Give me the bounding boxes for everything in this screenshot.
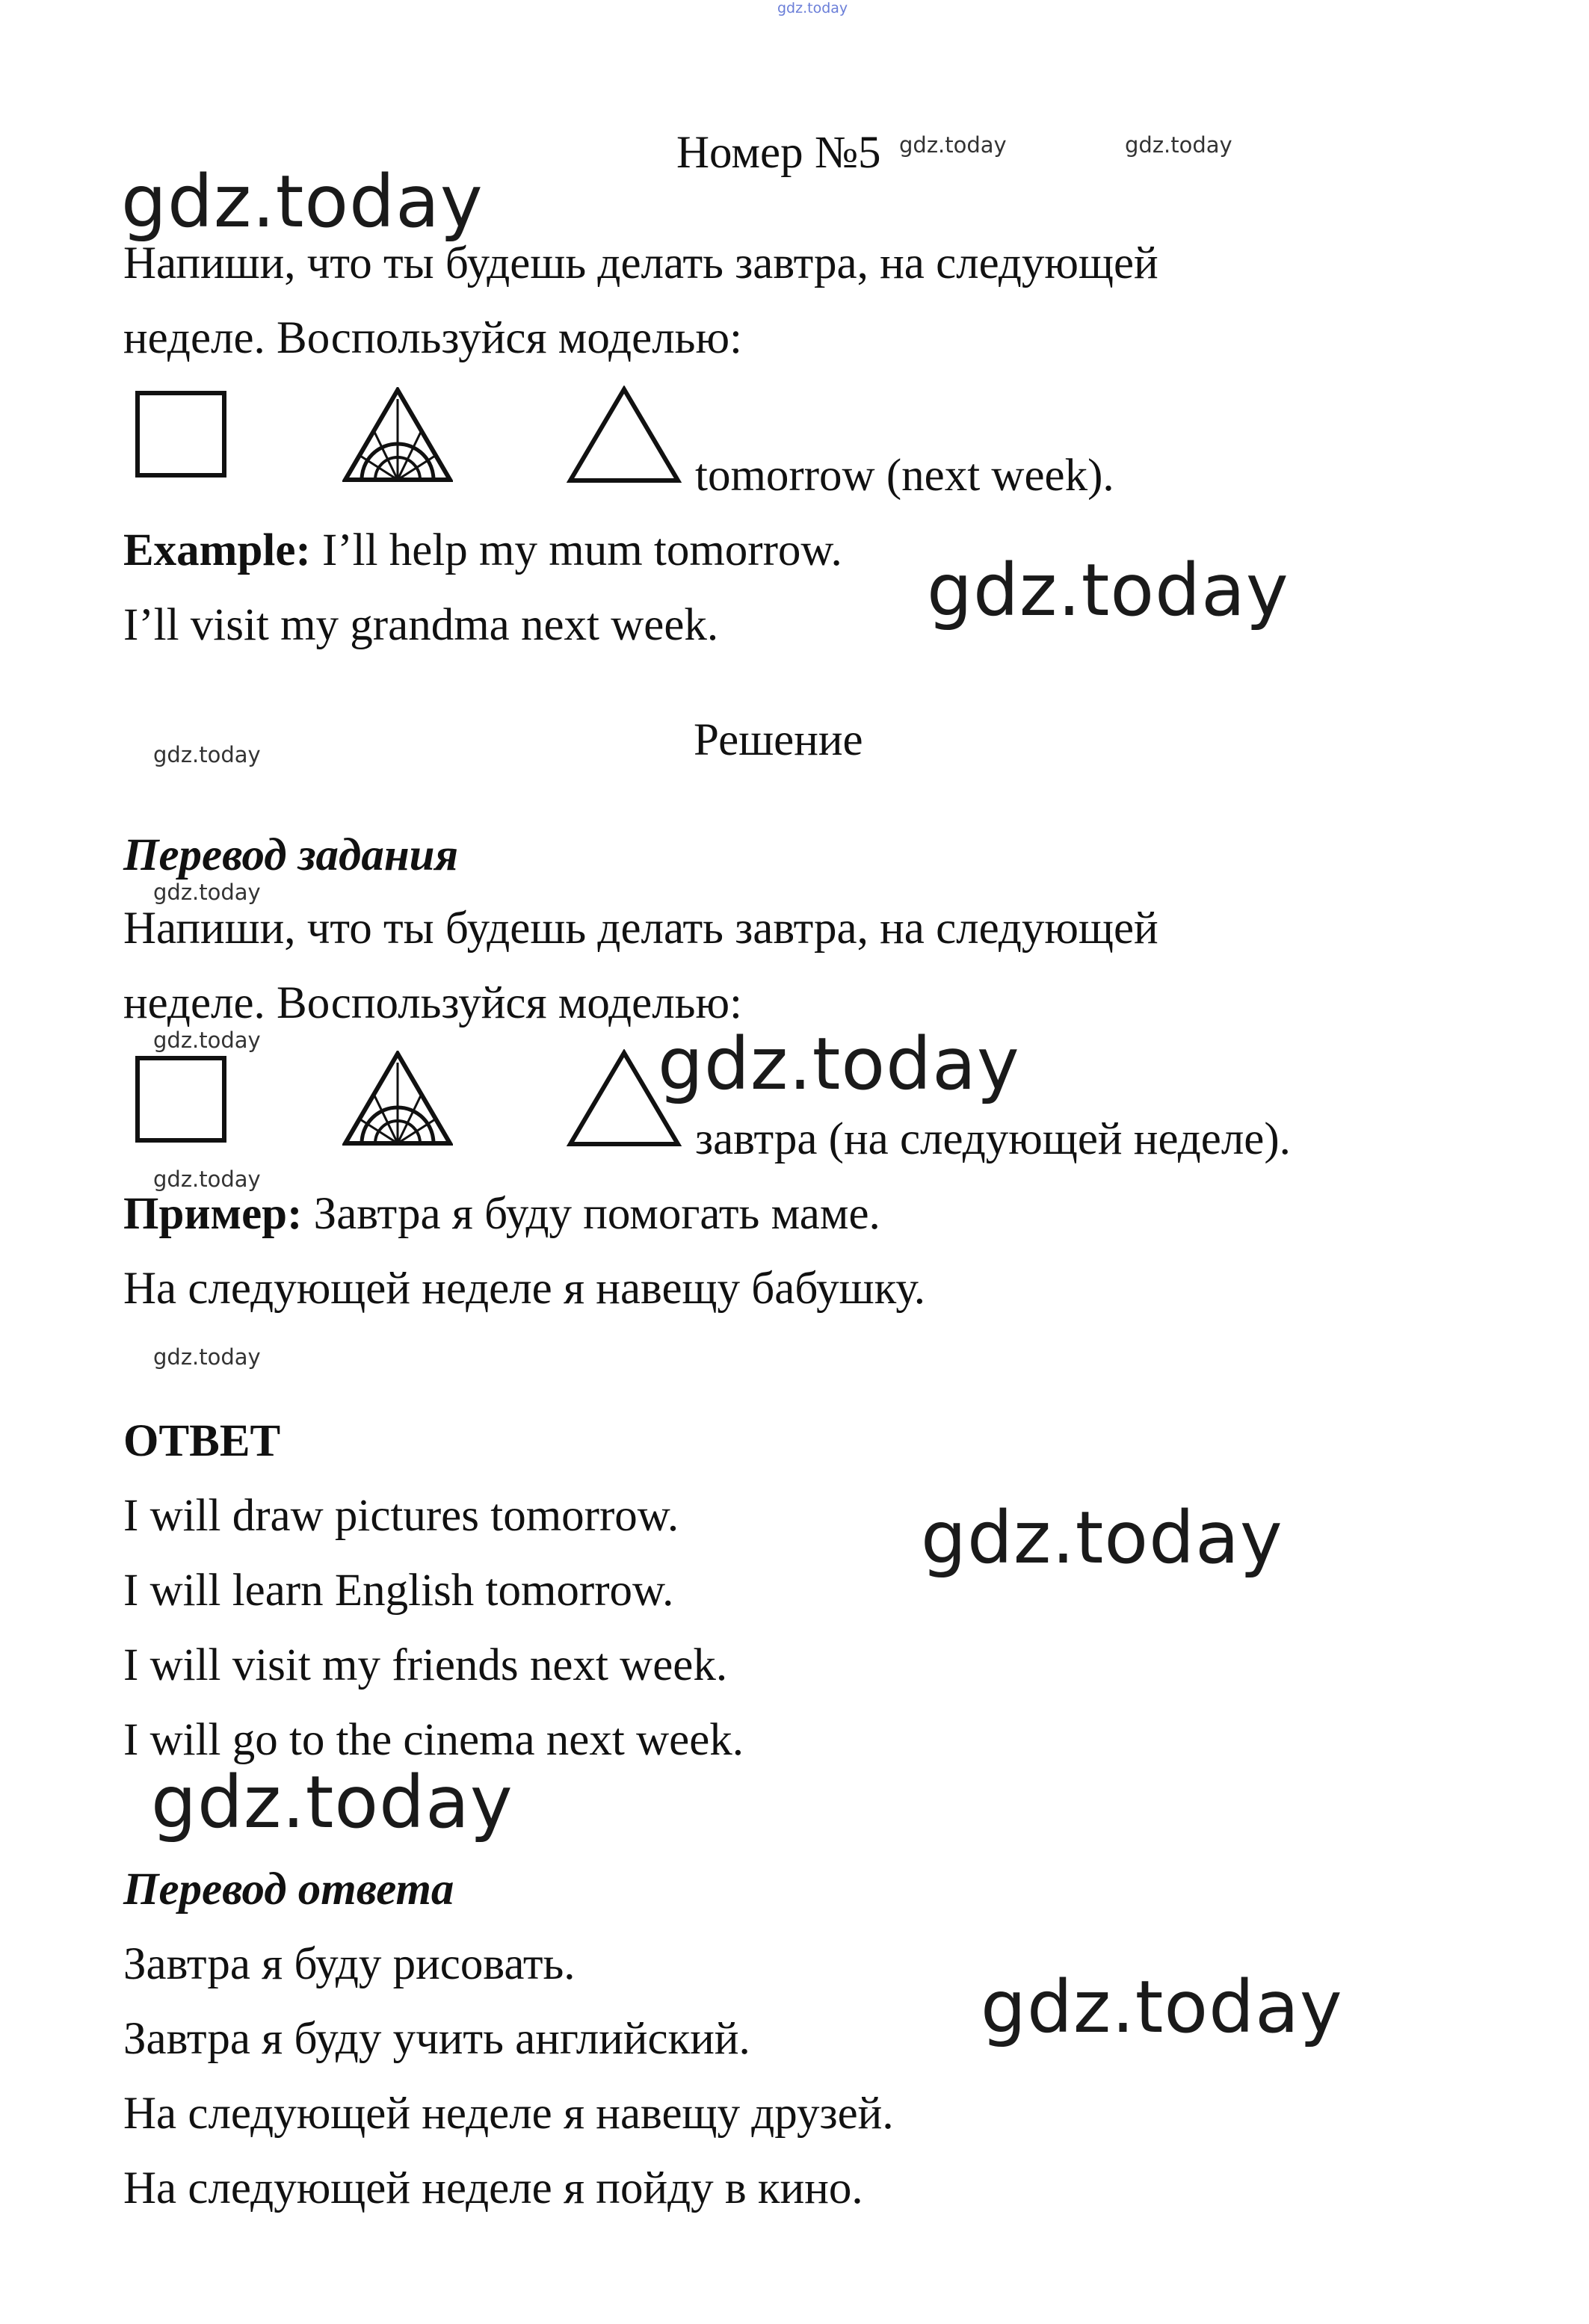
example-text-ru: Завтра я буду помогать маме. [302, 1189, 880, 1239]
answer-heading: ОТВЕТ [123, 1416, 281, 1466]
solution-example-line1 [123, 1191, 880, 1237]
task-example-line2: I’ll visit my grandma next week. [123, 600, 719, 650]
watermark-small: gdz.today [1125, 132, 1232, 158]
watermark-small: gdz.today [153, 1027, 261, 1053]
watermark-large: gdz.today [121, 160, 484, 244]
solution-instruction-line1: Напиши, что ты будешь делать завтра, на следующей [123, 903, 1158, 954]
sun-triangle-icon [342, 1051, 453, 1146]
watermark-small: gdz.today [153, 1166, 261, 1192]
task-model-tail: tomorrow (next week). [695, 451, 1114, 501]
example-label: Example: [123, 525, 311, 575]
answer-translation-line: На следующей неделе я навещу друзей. [123, 2089, 894, 2139]
watermark-large: gdz.today [921, 1496, 1283, 1580]
example-text: I’ll help my mum tomorrow. [310, 525, 842, 575]
square-icon [135, 1055, 229, 1143]
watermark-large: gdz.today [927, 548, 1289, 632]
answer-line: I will draw pictures tomorrow. [123, 1491, 679, 1541]
solution-example-line2: На следующей неделе я навещу бабушку. [123, 1264, 925, 1314]
sun-triangle-icon [342, 387, 453, 483]
task-instruction-line1: Напиши, что ты будешь делать завтра, на следующей [123, 238, 1158, 288]
watermark-small: gdz.today [153, 742, 261, 767]
watermark-large: gdz.today [658, 1022, 1020, 1106]
watermark-top: gdz.today [777, 0, 848, 16]
solution-heading: Решение [694, 715, 863, 765]
square-icon [135, 390, 229, 478]
watermark-small: gdz.today [153, 1344, 261, 1370]
answer-translation-heading: Перевод ответа [123, 1864, 454, 1914]
example-label-ru: Пример: [123, 1189, 303, 1239]
answer-line: I will learn English tomorrow. [123, 1566, 674, 1616]
task-instruction-line2: неделе. Воспользуйся моделью: [123, 313, 742, 363]
solution-model-tail: завтра (на следующей неделе). [695, 1114, 1291, 1164]
answer-line: I will visit my friends next week. [123, 1640, 728, 1690]
watermark-small: gdz.today [899, 132, 1007, 158]
answer-translation-line: На следующей неделе я пойду в кино. [123, 2163, 863, 2213]
watermark-large: gdz.today [981, 1965, 1343, 2049]
answer-line: I will go to the cinema next week. [123, 1715, 744, 1765]
answer-translation-line: Завтра я буду учить английский. [123, 2014, 750, 2064]
triangle-icon [567, 386, 682, 484]
answer-translation-line: Завтра я буду рисовать. [123, 1939, 576, 1989]
task-heading: Номер №5 [676, 128, 881, 178]
watermark-small: gdz.today [153, 880, 261, 905]
task-translation-heading: Перевод задания [123, 830, 459, 880]
task-example-line1 [123, 525, 842, 575]
solution-instruction-line2: неделе. Воспользуйся моделью: [123, 978, 742, 1028]
watermark-large: gdz.today [151, 1761, 513, 1844]
